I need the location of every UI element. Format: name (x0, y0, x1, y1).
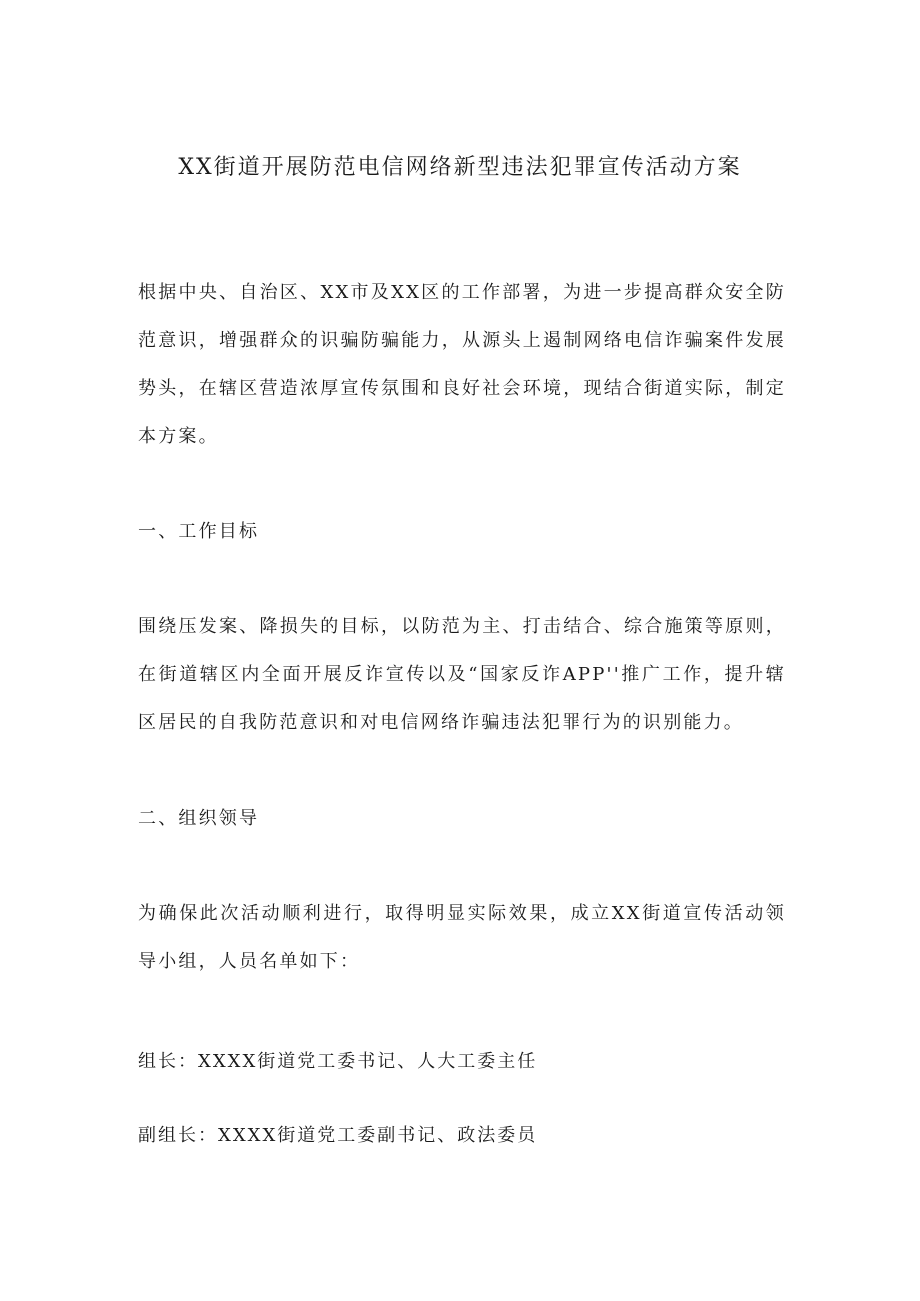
deputy-leader-line: 副组长：XXXX街道党工委副书记、政法委员 (138, 1125, 538, 1146)
leader-line: 组长：XXXX街道党工委书记、人大工委主任 (138, 1051, 538, 1072)
section-heading-goals: 一、工作目标 (138, 521, 260, 542)
intro-paragraph: 根据中央、自治区、XX市及XX区的工作部署，为进一步提高群众安全防范意识，增强群众的识骗防骗能力，从源头上遏制网络电信诈骗案件发展势头，在辖区营造浓厚宣传氛围和良好社会环境，现结合街道实际，制定本方案。 (138, 282, 786, 447)
goals-paragraph: 围绕压发案、降损失的目标，以防范为主、打击结合、综合施策等原则，在街道辖区内全面开展反诈宣传以及“国家反诈APP''推广工作，提升辖区居民的自我防范意识和对电信网络诈骗违法犯罪行为的识别能力。 (138, 616, 786, 733)
leadership-paragraph: 为确保此次活动顺利进行，取得明显实际效果，成立XX街道宣传活动领导小组，人员名单如下： (138, 903, 786, 972)
document-title: XX街道开展防范电信网络新型违法犯罪宣传活动方案 (178, 155, 742, 180)
section-heading-leadership: 二、组织领导 (138, 808, 260, 829)
